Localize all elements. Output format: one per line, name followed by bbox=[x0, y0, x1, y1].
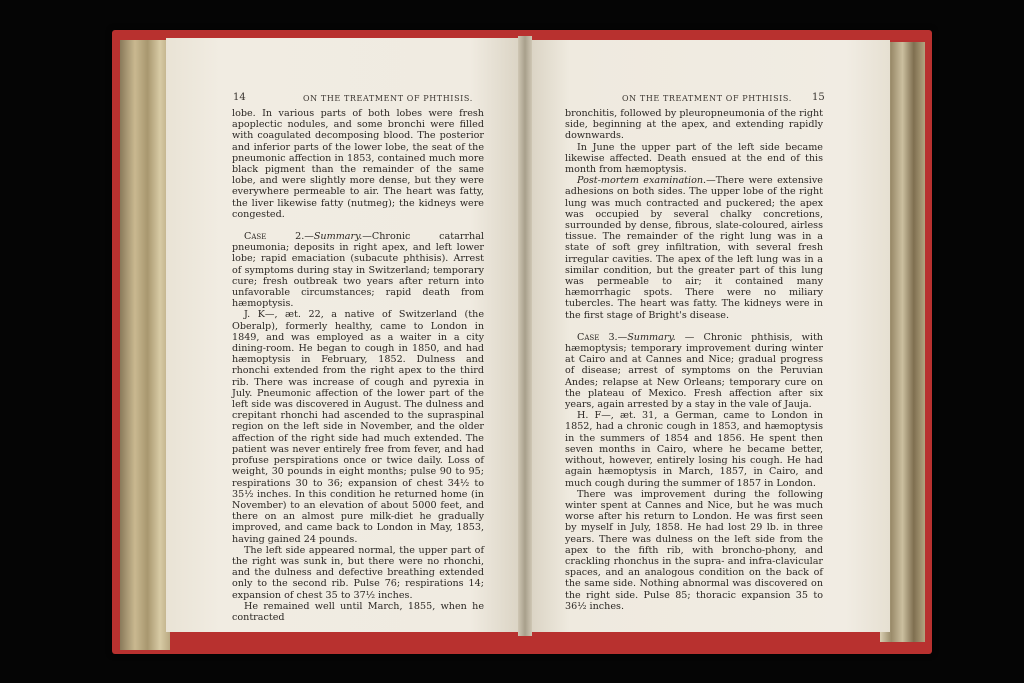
post-mortem-paragraph bbox=[565, 175, 823, 321]
case-3-label: Case 3. bbox=[577, 331, 618, 343]
page-edges-left bbox=[120, 40, 170, 650]
right-paragraph-1: bronchitis, followed by pleuropneumonia of the right side, beginning at the apex, and extending rapidly downwards. bbox=[565, 108, 823, 142]
case-3-title: —Summary. bbox=[617, 331, 676, 343]
right-paragraph-2: In June the upper part of the left side became likewise affected. Death ensued at the end of this month from hæmoptysis. bbox=[565, 141, 823, 176]
case-2-title: —Summary. bbox=[304, 231, 363, 243]
left-page-number: 14 bbox=[233, 92, 246, 103]
case-3-summary bbox=[565, 332, 823, 410]
left-paragraph-3: The left side appeared normal, the upper part of the right was sunk in, but there were no rhonchi, and the dulness and defective breathing extended only to the second rib. Pulse 76; respirations 14; expansion of chest 35 to 37½ inches. bbox=[232, 544, 484, 601]
right-page-text bbox=[565, 108, 823, 612]
book-gutter bbox=[518, 36, 532, 636]
left-paragraph-2: J. K—, æt. 22, a native of Switzerland (the Oberalp), formerly healthy, came to London in 1849, and was employed as a waiter in a city dining-room. He began to cough in 1850, and had hæmoptysis in February, 1852. Dulness and rhonchi extended from the right apex to the third rib. There was increase of cough and pyrexia in July. Pneumonic affection of the lower part of the left side was discovered in August. The dulness and crepitant rhonchi had ascended to the supraspinal region on the left side in November, and the older affection of the right side had much extended. The patient was never entirely free from fever, and had profuse perspirations once or twice daily. Loss of weight, 30 pounds in eight months; pulse 90 to 95; respirations 30 to 36; expansion of chest 34½ to 35½ inches. In this condition he returned home (in November) to an elevation of about 5000 feet, and there on an almost pure milk-diet he gradually improved, and came back to London in May, 1853, having gained 24 pounds. bbox=[232, 309, 484, 545]
right-paragraph-4: There was improvement during the following winter spent at Cannes and Nice, but he was much worse after his return to London. He was first seen by myself in July, 1858. He had lost 29 lb. in three years. There was dulness on the left side from the apex to the fifth rib, with broncho-phony, and crackling rhonchus in the supra- and infra-clavicular spaces, and an analogous condition on the back of the same side. Nothing abnormal was discovered on the right side. Pulse 85; thoracic expansion 35 to 36½ inches. bbox=[565, 488, 823, 612]
right-running-head: ON THE TREATMENT OF PHTHISIS. bbox=[622, 94, 792, 103]
case-2-summary bbox=[232, 231, 484, 309]
post-mortem-text: —There were extensive adhesions on both sides. The upper lobe of the right lung was much contracted and puckered; the apex was occupied by several chalky concretions, surrounded by dense, fibrous, slate-coloured, airless tissue. The remainder of the right lung was in a state of soft grey infiltration, with several fresh irregular cavities. The apex of the left lung was in a similar condition, but the greater part of this lung was permeable to air; it contained many hæmorrhagic spots. There were no miliary tubercles. The heart was fatty. The kidneys were in the first stage of Bright's disease. bbox=[565, 175, 823, 321]
right-paragraph-3: H. F—, æt. 31, a German, came to London in 1852, had a chronic cough in 1853, and hæmoptysis in the summers of 1854 and 1856. He spent then seven months in Cairo, where he became better, without, however, entirely losing his cough. He had again hæmoptysis in March, 1857, in Cairo, and much cough during the summer of 1857 in London. bbox=[565, 410, 823, 489]
post-mortem-title: Post-mortem examination. bbox=[577, 175, 707, 187]
case-2-text: —Chronic catarrhal pneumonia; deposits in right apex, and left lower lobe; rapid emaciation (subacute phthisis). Arrest of symptoms during stay in Switzerland; temporary cure; fresh outbreak two years after return into unfavorable circumstances; rapid death from hæmoptysis. bbox=[232, 231, 484, 310]
case-3-text: — Chronic phthisis, with hæmoptysis; temporary improvement during winter at Cairo and at Cannes and Nice; gradual progress of disease; arrest of symptoms on the Peruvian Andes; relapse at New Orleans; temporary cure on the plateau of Mexico. Fresh affection after six years, again arrested by a stay in the vale of Jauja. bbox=[565, 331, 823, 411]
case-2-label: Case 2. bbox=[244, 231, 305, 243]
right-page-number: 15 bbox=[812, 92, 825, 103]
left-paragraph-1: lobe. In various parts of both lobes were fresh apoplectic nodules, and some bronchi were filled with coagulated decomposing blood. The posterior and inferior parts of the lower lobe, the seat of the pneumonic affection in 1853, contained much more black pigment than the remainder of the same lobe, and were slightly more dense, but they were everywhere permeable to air. The heart was fatty, the liver likewise fatty (nutmeg); the kidneys were congested. bbox=[232, 108, 484, 220]
left-page-text bbox=[232, 108, 484, 623]
left-running-head: ON THE TREATMENT OF PHTHISIS. bbox=[303, 94, 473, 103]
left-paragraph-4: He remained well until March, 1855, when he contracted bbox=[232, 600, 484, 623]
